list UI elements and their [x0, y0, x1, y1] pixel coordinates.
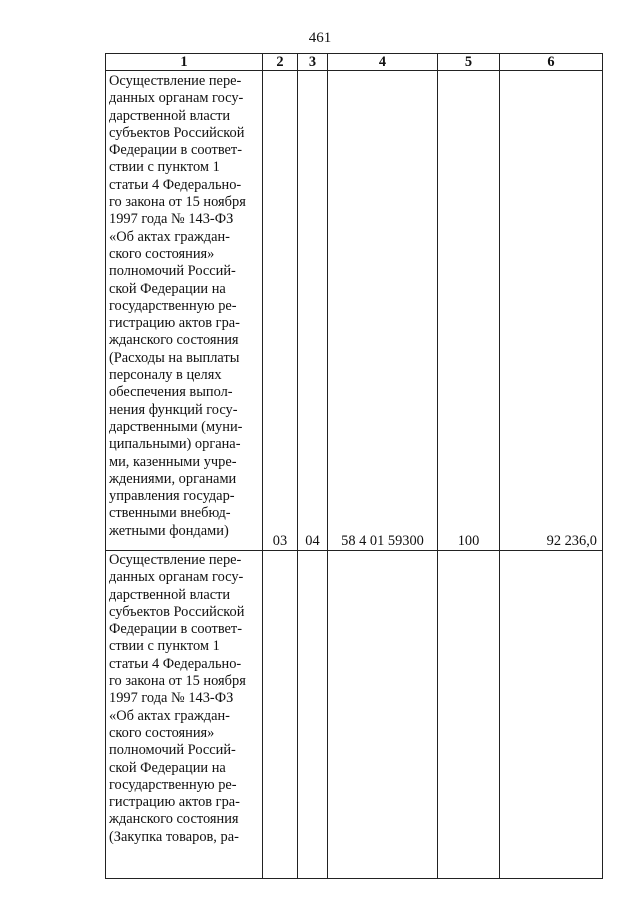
description-line: Федерации в соответ-	[109, 621, 243, 638]
description-line: гистрацию актов гра-	[109, 794, 240, 811]
description-line: Осуществление пере-	[109, 552, 242, 568]
table-row	[106, 71, 603, 551]
target-article-cell	[328, 551, 438, 879]
column-header-2: 2	[263, 54, 298, 71]
description-line: жетными фондами)	[109, 522, 229, 539]
description-line: «Об актах граждан-	[109, 707, 230, 724]
description-line: государственную ре-	[109, 297, 237, 314]
description-line: го закона от 15 ноября	[109, 673, 246, 690]
description-line: жданского состояния	[109, 332, 239, 349]
row-description	[106, 71, 263, 551]
section-code-cell	[263, 551, 298, 879]
target-article-cell: 58 4 01 59300	[328, 71, 438, 551]
description-line: обеспечения выпол-	[109, 384, 233, 401]
description-line: данных органам госу-	[109, 90, 244, 107]
amount-cell: 92 236,0	[500, 71, 603, 551]
budget-table	[105, 53, 603, 879]
description-line: жданского состояния	[109, 811, 239, 828]
description-line: ципальными) органа-	[109, 436, 241, 453]
description-line: ской Федерации на	[109, 759, 226, 776]
description-line: статьи 4 Федерально-	[109, 655, 242, 672]
budget-table-container	[105, 53, 602, 876]
amount-cell	[500, 551, 603, 879]
description-line: дарственной власти	[109, 107, 231, 124]
description-line: 1997 года № 143-ФЗ	[109, 690, 234, 707]
description-line: «Об актах граждан-	[109, 228, 230, 245]
description-line: го закона от 15 ноября	[109, 194, 246, 211]
description-line: полномочий Россий-	[109, 263, 236, 280]
description-line: (Закупка товаров, ра-	[109, 828, 239, 845]
description-line: ственными внебюд-	[109, 505, 231, 522]
description-line: (Расходы на выплаты	[109, 349, 240, 366]
subsection-code-cell: 04	[298, 71, 328, 551]
description-line: гистрацию актов гра-	[109, 315, 240, 332]
description-line: дарственными (муни-	[109, 418, 243, 435]
description-line: государственную ре-	[109, 776, 237, 793]
description-line: субъектов Российской	[109, 603, 245, 620]
description-line: ского состояния»	[109, 245, 215, 262]
section-code-cell: 03	[263, 71, 298, 551]
expense-type-cell: 100	[438, 71, 500, 551]
description-line: статьи 4 Федерально-	[109, 176, 242, 193]
description-line: ми, казенными учре-	[109, 453, 237, 470]
description-line: ствии с пунктом 1	[109, 638, 220, 655]
description-line: данных органам госу-	[109, 569, 244, 586]
row-description	[106, 551, 263, 879]
description-line: полномочий Россий-	[109, 742, 236, 759]
column-header-6: 6	[500, 54, 603, 71]
description-line: 1997 года № 143-ФЗ	[109, 211, 234, 228]
description-line: Осуществление пере-	[109, 73, 242, 89]
description-line: Федерации в соответ-	[109, 142, 243, 159]
column-header-1: 1	[106, 54, 263, 71]
column-header-5: 5	[438, 54, 500, 71]
description-line: управления государ-	[109, 488, 235, 505]
description-line: нения функций госу-	[109, 401, 238, 418]
description-line: дарственной власти	[109, 586, 231, 603]
page-number: 461	[308, 30, 332, 46]
description-line: ждениями, органами	[109, 470, 237, 487]
description-line: ской Федерации на	[109, 280, 226, 297]
description-line: персоналу в целях	[109, 367, 222, 384]
table-row	[106, 551, 603, 879]
subsection-code-cell	[298, 551, 328, 879]
description-line: ского состояния»	[109, 724, 215, 741]
table-header-row	[106, 54, 603, 71]
description-line: ствии с пунктом 1	[109, 159, 220, 176]
column-header-3: 3	[298, 54, 328, 71]
expense-type-cell	[438, 551, 500, 879]
column-header-4: 4	[328, 54, 438, 71]
description-line: субъектов Российской	[109, 124, 245, 141]
